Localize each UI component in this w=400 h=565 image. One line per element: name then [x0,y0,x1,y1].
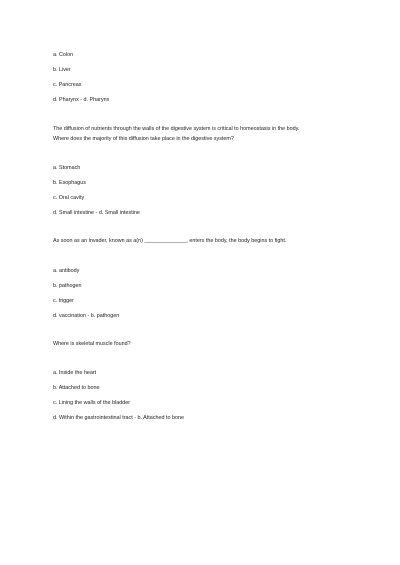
question-2-text-line-1: The diffusion of nutrients through the walls of the digestive system is critical to homeostasis in the body. [53,126,300,132]
option-c: c. trigger [53,298,74,304]
option-a: a. Inside the heart [53,370,97,376]
option-c: c. Oral cavity [53,195,85,201]
option-d: d. Within the gastrointestinal tract - b. Attached to bone [53,415,184,421]
option-c: c. Pancreas [53,82,82,88]
option-d: d. Small intestine - d. Small intestine [53,210,140,216]
option-a: a. antibody [53,268,80,274]
option-d: d. Pharynx - d. Pharynx [53,97,110,103]
option-b: b. Esophagus [53,180,86,186]
option-b: b. Liver [53,67,71,73]
question-4-text: Where is skeletal muscle found? [53,341,131,347]
option-a: a. Stomach [53,165,81,171]
question-2-text-line-2: Where does the majority of this diffusion take place in the digestive system? [53,136,234,142]
option-d: d. vaccination - b. pathogen [53,313,120,319]
option-b: b. Attached to bone [53,385,100,391]
question-3-text: As soon as an invader, known as a(n) ______________, enters the body, the body begins to fight. [53,238,287,244]
option-c: c. Lining the walls of the bladder [53,400,131,406]
option-a: a. Colon [53,52,74,58]
option-b: b. pathogen [53,283,82,289]
